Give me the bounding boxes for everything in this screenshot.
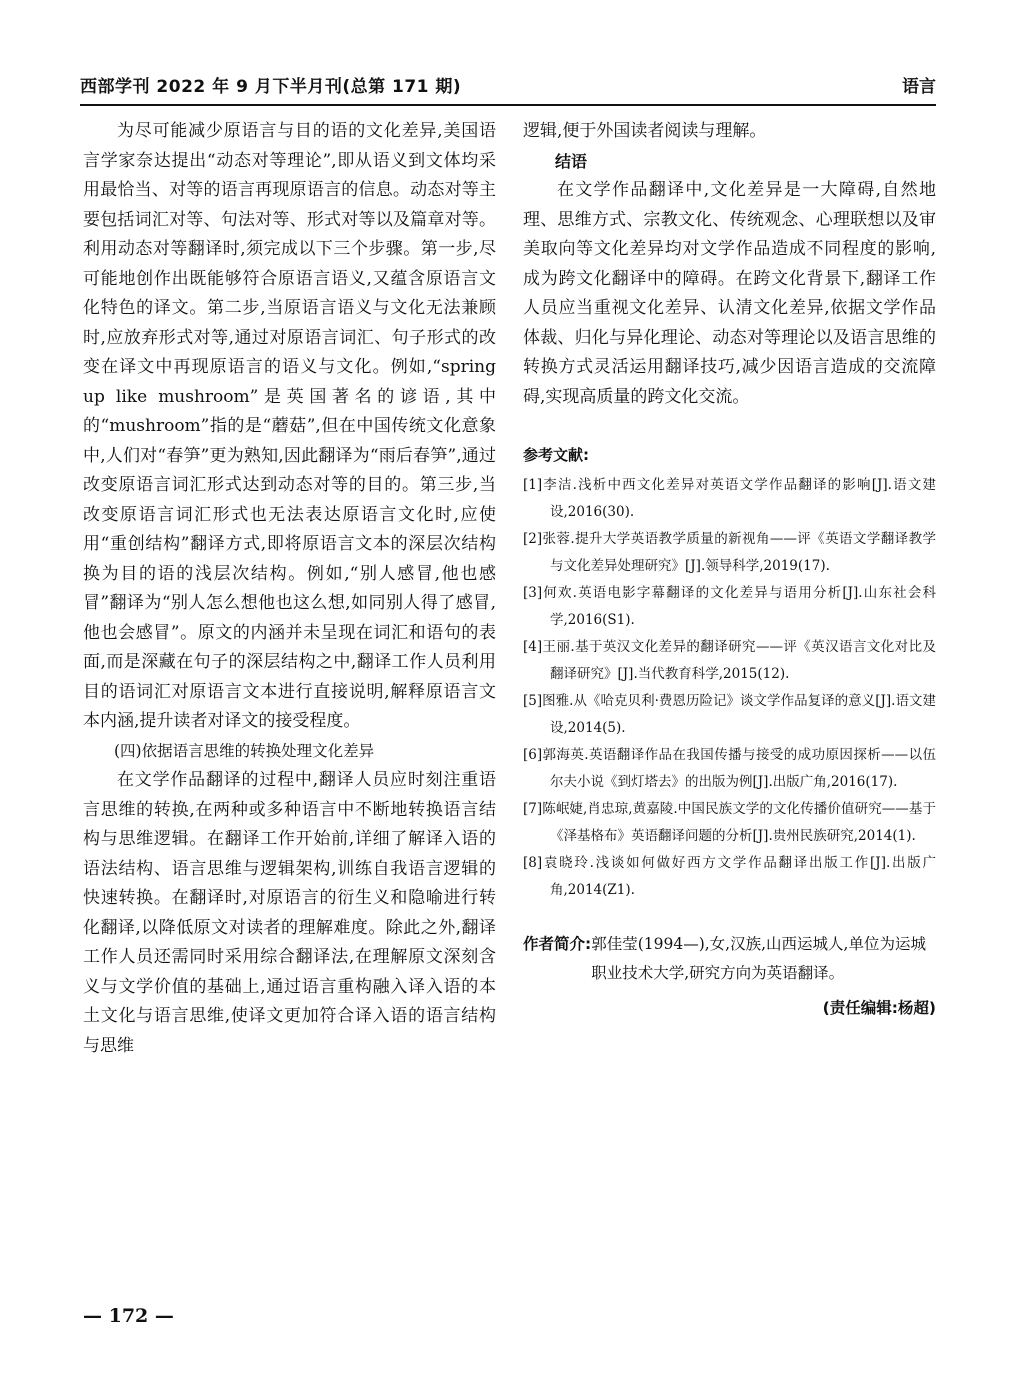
running-header bbox=[80, 72, 936, 98]
reference-item: [2]张蓉.提升大学英语教学质量的新视角——评《英语文学翻译教学与文化差异处理研究》[J].领导科学,2019(17). bbox=[523, 531, 936, 574]
continuation-paragraph: 逻辑,便于外国读者阅读与理解。 bbox=[523, 121, 767, 141]
reference-item: [4]王丽.基于英汉文化差异的翻译研究——评《英汉语言文化对比及翻译研究》[J].当代教育科学,2015(12). bbox=[523, 639, 936, 682]
left-column bbox=[83, 117, 496, 1061]
author-bio bbox=[523, 930, 936, 988]
reference-item: [1]李洁.浅析中西文化差异对英语文学作品翻译的影响[J].语文建设,2016(30). bbox=[523, 477, 936, 520]
body-paragraph-2: 在文学作品翻译的过程中,翻译人员应时刻注重语言思维的转换,在两种或多种语言中不断地转换语言结构与思维逻辑。在翻译工作开始前,详细了解译入语的语法结构、语言思维与逻辑架构,训练自我语言逻辑的快速转换。在翻译时,对原语言的衍生义和隐喻进行转化翻译,以降低原文对读者的理解难度。除此之外,翻译工作人员还需同时采用综合翻译法,在理解原文深刻含义与文学价值的基础上,通过语言重构融入译入语的本土文化与语言思维,使译文更加符合译入语的语言结构与思维 bbox=[83, 770, 496, 1056]
author-bio-label: 作者简介: bbox=[523, 935, 592, 953]
journal-title: 西部学刊 2022 年 9 月下半月刊(总第 171 期) bbox=[80, 77, 462, 97]
header-rule bbox=[80, 104, 936, 106]
reference-item: [6]郭海英.英语翻译作品在我国传播与接受的成功原因探析——以伍尔夫小说《到灯塔去》的出版为例[J].出版广角,2016(17). bbox=[523, 747, 936, 790]
reference-item: [7]陈岷婕,肖忠琼,黄嘉陵.中国民族文学的文化传播价值研究——基于《泽基格布》英语翻译问题的分析[J].贵州民族研究,2014(1). bbox=[523, 801, 936, 844]
conclusion-heading: 结语 bbox=[555, 151, 588, 171]
editor-credit: (责任编辑:杨超) bbox=[822, 999, 936, 1017]
section-subheading: (四)依据语言思维的转换处理文化差异 bbox=[114, 741, 375, 760]
page-number: — 172 — bbox=[83, 1305, 174, 1327]
reference-item: [8]袁晓玲.浅谈如何做好西方文学作品翻译出版工作[J].出版广角,2014(Z1). bbox=[523, 855, 936, 898]
right-column bbox=[523, 117, 936, 1022]
reference-item: [3]何欢.英语电影字幕翻译的文化差异与语用分析[J].山东社会科学,2016(S1). bbox=[523, 585, 936, 628]
body-paragraph-1: 为尽可能减少原语言与目的语的文化差异,美国语言学家奈达提出“动态对等理论”,即从语义到文体均采用最恰当、对等的语言再现原语言的信息。动态对等主要包括词汇对等、句法对等、形式对等以及篇章对等。利用动态对等翻译时,须完成以下三个步骤。第一步,尽可能地创作出既能够符合原语言语义,又蕴含原语言文化特色的译文。第二步,当原语言语义与文化无法兼顾时,应放弃形式对等,通过对原语言词汇、句子形式的改变在译文中再现原语言的语义与文化。例如,“spring up like mushroom”是英国著名的谚语,其中的“mushroom”指的是“蘑菇”,但在中国传统文化意象中,人们对“春笋”更为熟知,因此翻译为“雨后春笋”,通过改变原语言词汇形式达到动态对等的目的。第三步,当改变原语言词汇形式也无法表达原语言文化时,应使用“重创结构”翻译方式,即将原语言文本的深层次结构换为目的语的浅层次结构。例如,“别人感冒,他也感冒”翻译为“别人怎么想他也这么想,如同别人得了感冒,他也会感冒”。原文的内涵并未呈现在词汇和语句的表面,而是深藏在句子的深层结构之中,翻译工作人员利用目的语词汇对原语言文本进行直接说明,解释原语言文本内涵,提升读者对译文的接受程度。 bbox=[83, 121, 496, 731]
conclusion-paragraph: 在文学作品翻译中,文化差异是一大障碍,自然地理、思维方式、宗教文化、传统观念、心理联想以及审美取向等文化差异均对文学作品造成不同程度的影响,成为跨文化翻译中的障碍。在跨文化背景下,翻译工作人员应当重视文化差异、认清文化差异,依据文学作品体裁、归化与异化理论、动态对等理论以及语言思维的转换方式灵活运用翻译技巧,减少因语言造成的交流障碍,实现高质量的跨文化交流。 bbox=[523, 180, 936, 407]
section-label: 语言 bbox=[902, 77, 936, 97]
references-title: 参考文献: bbox=[523, 446, 589, 464]
reference-item: [5]图雅.从《哈克贝利·费恩历险记》谈文学作品复译的意义[J].语文建设,2014(5). bbox=[523, 693, 936, 736]
reference-list bbox=[523, 472, 936, 904]
author-bio-text: 郭佳莹(1994—),女,汉族,山西运城人,单位为运城职业技术大学,研究方向为英语翻译。 bbox=[591, 935, 926, 982]
